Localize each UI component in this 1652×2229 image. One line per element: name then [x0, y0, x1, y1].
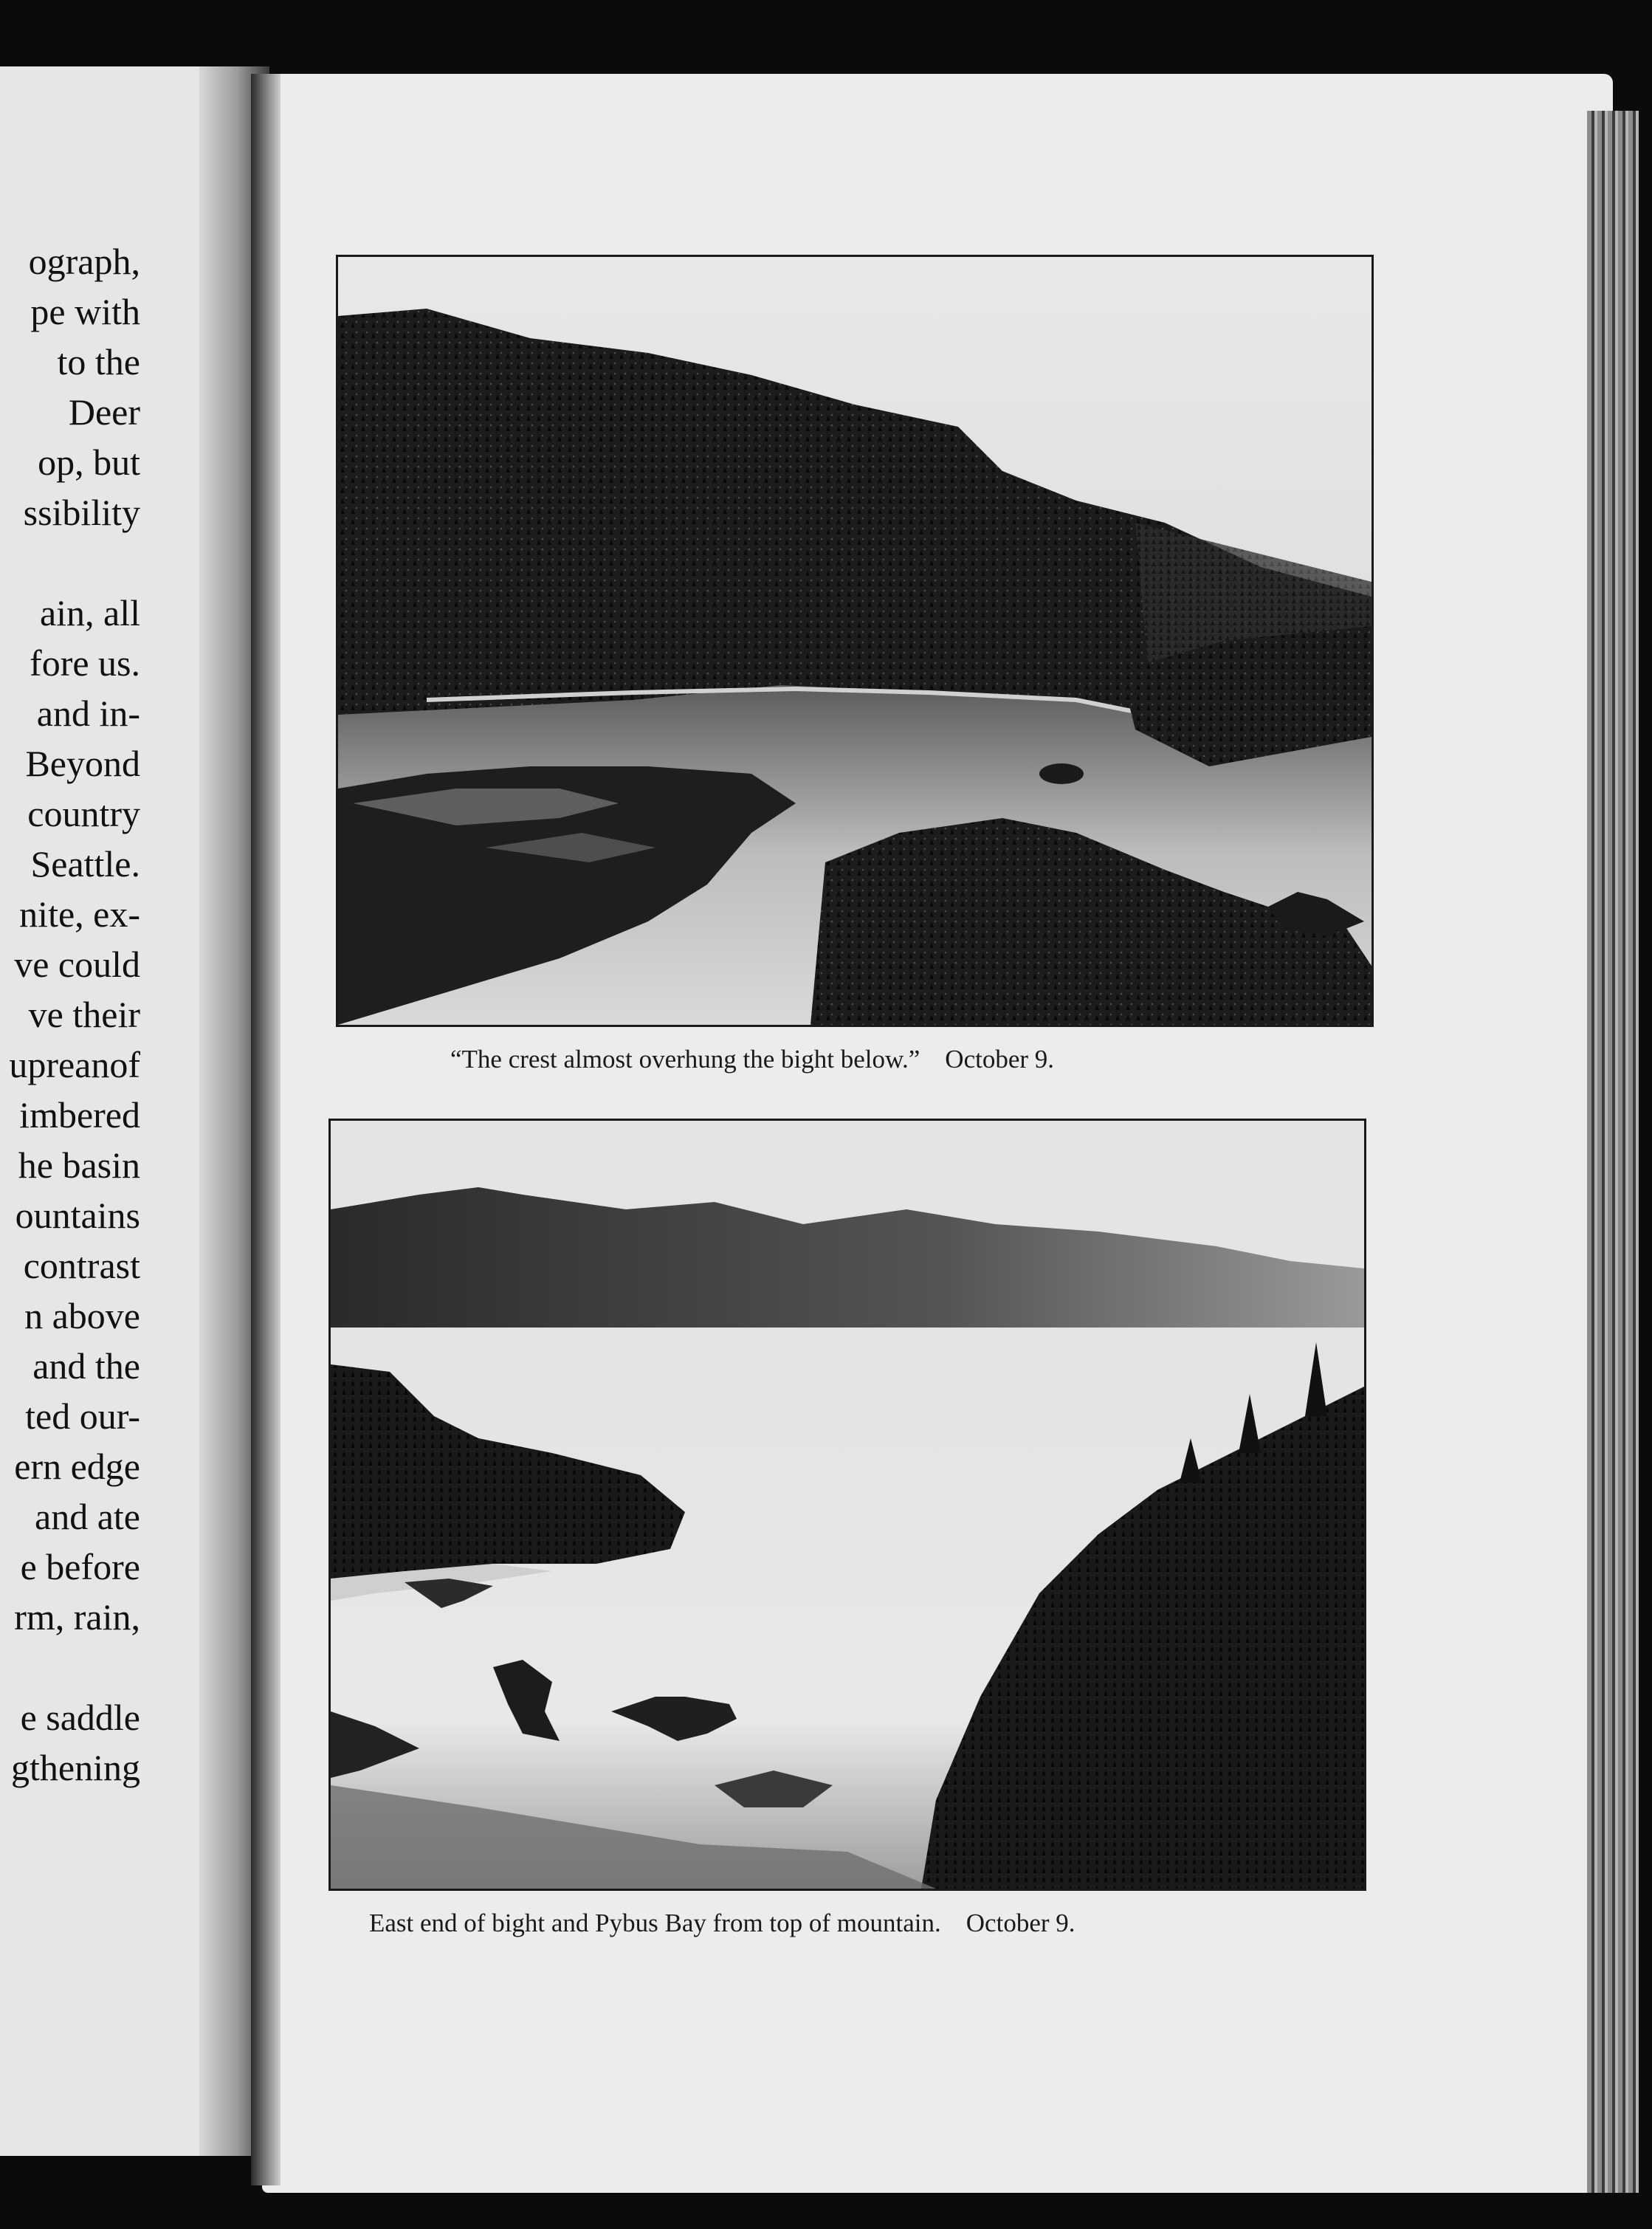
text-line: he basin [18, 1144, 140, 1186]
text-line: ve their [28, 994, 140, 1035]
text-line: ountains [15, 1195, 140, 1236]
text-line: contrast [23, 1245, 140, 1286]
text-line: fore us. [30, 642, 140, 684]
text-line: Beyond [25, 743, 140, 784]
caption-date: October 9. [966, 1909, 1075, 1937]
text-line: ted our- [25, 1395, 140, 1437]
caption-text: East end of bight and Pybus Bay from top of mountain. [369, 1909, 941, 1937]
text-line: op, but [38, 442, 140, 483]
photo-crest-image [338, 257, 1371, 1025]
photo-pybus-bay-image [331, 1121, 1364, 1889]
caption-date: October 9. [945, 1045, 1055, 1074]
text-line: pe with [30, 291, 140, 332]
text-line: Deer [68, 391, 140, 433]
text-line: ern edge [14, 1446, 140, 1487]
text-line: ssibility [23, 492, 140, 533]
photo-pybus-bay [328, 1119, 1366, 1891]
text-line: and in- [36, 693, 140, 734]
left-page-text [0, 236, 140, 1793]
photo-crest-over-bight [336, 255, 1374, 1027]
text-line: Seattle. [30, 843, 140, 885]
text-line: upreanof [9, 1044, 140, 1085]
caption-text: “The crest almost overhung the bight below.” [450, 1045, 920, 1074]
text-line: gthening [11, 1747, 140, 1788]
book-spine-shadow [251, 74, 281, 2185]
text-line: country [27, 793, 140, 834]
text-line: e before [20, 1546, 140, 1587]
photo-caption [450, 1045, 1054, 1074]
text-line: e saddle [20, 1697, 140, 1738]
text-line: and the [32, 1345, 140, 1387]
text-line: and ate [35, 1496, 140, 1537]
text-line: rm, rain, [14, 1596, 140, 1638]
photo-caption [369, 1909, 1075, 1938]
text-line: nite, ex- [19, 893, 140, 935]
text-line: n above [24, 1295, 140, 1336]
text-line: ve could [14, 944, 140, 985]
text-line: ain, all [39, 592, 140, 633]
text-line: imbered [19, 1094, 140, 1136]
text-line: to the [57, 341, 140, 382]
text-line: ograph, [28, 241, 140, 282]
page-edges [1587, 111, 1639, 2193]
